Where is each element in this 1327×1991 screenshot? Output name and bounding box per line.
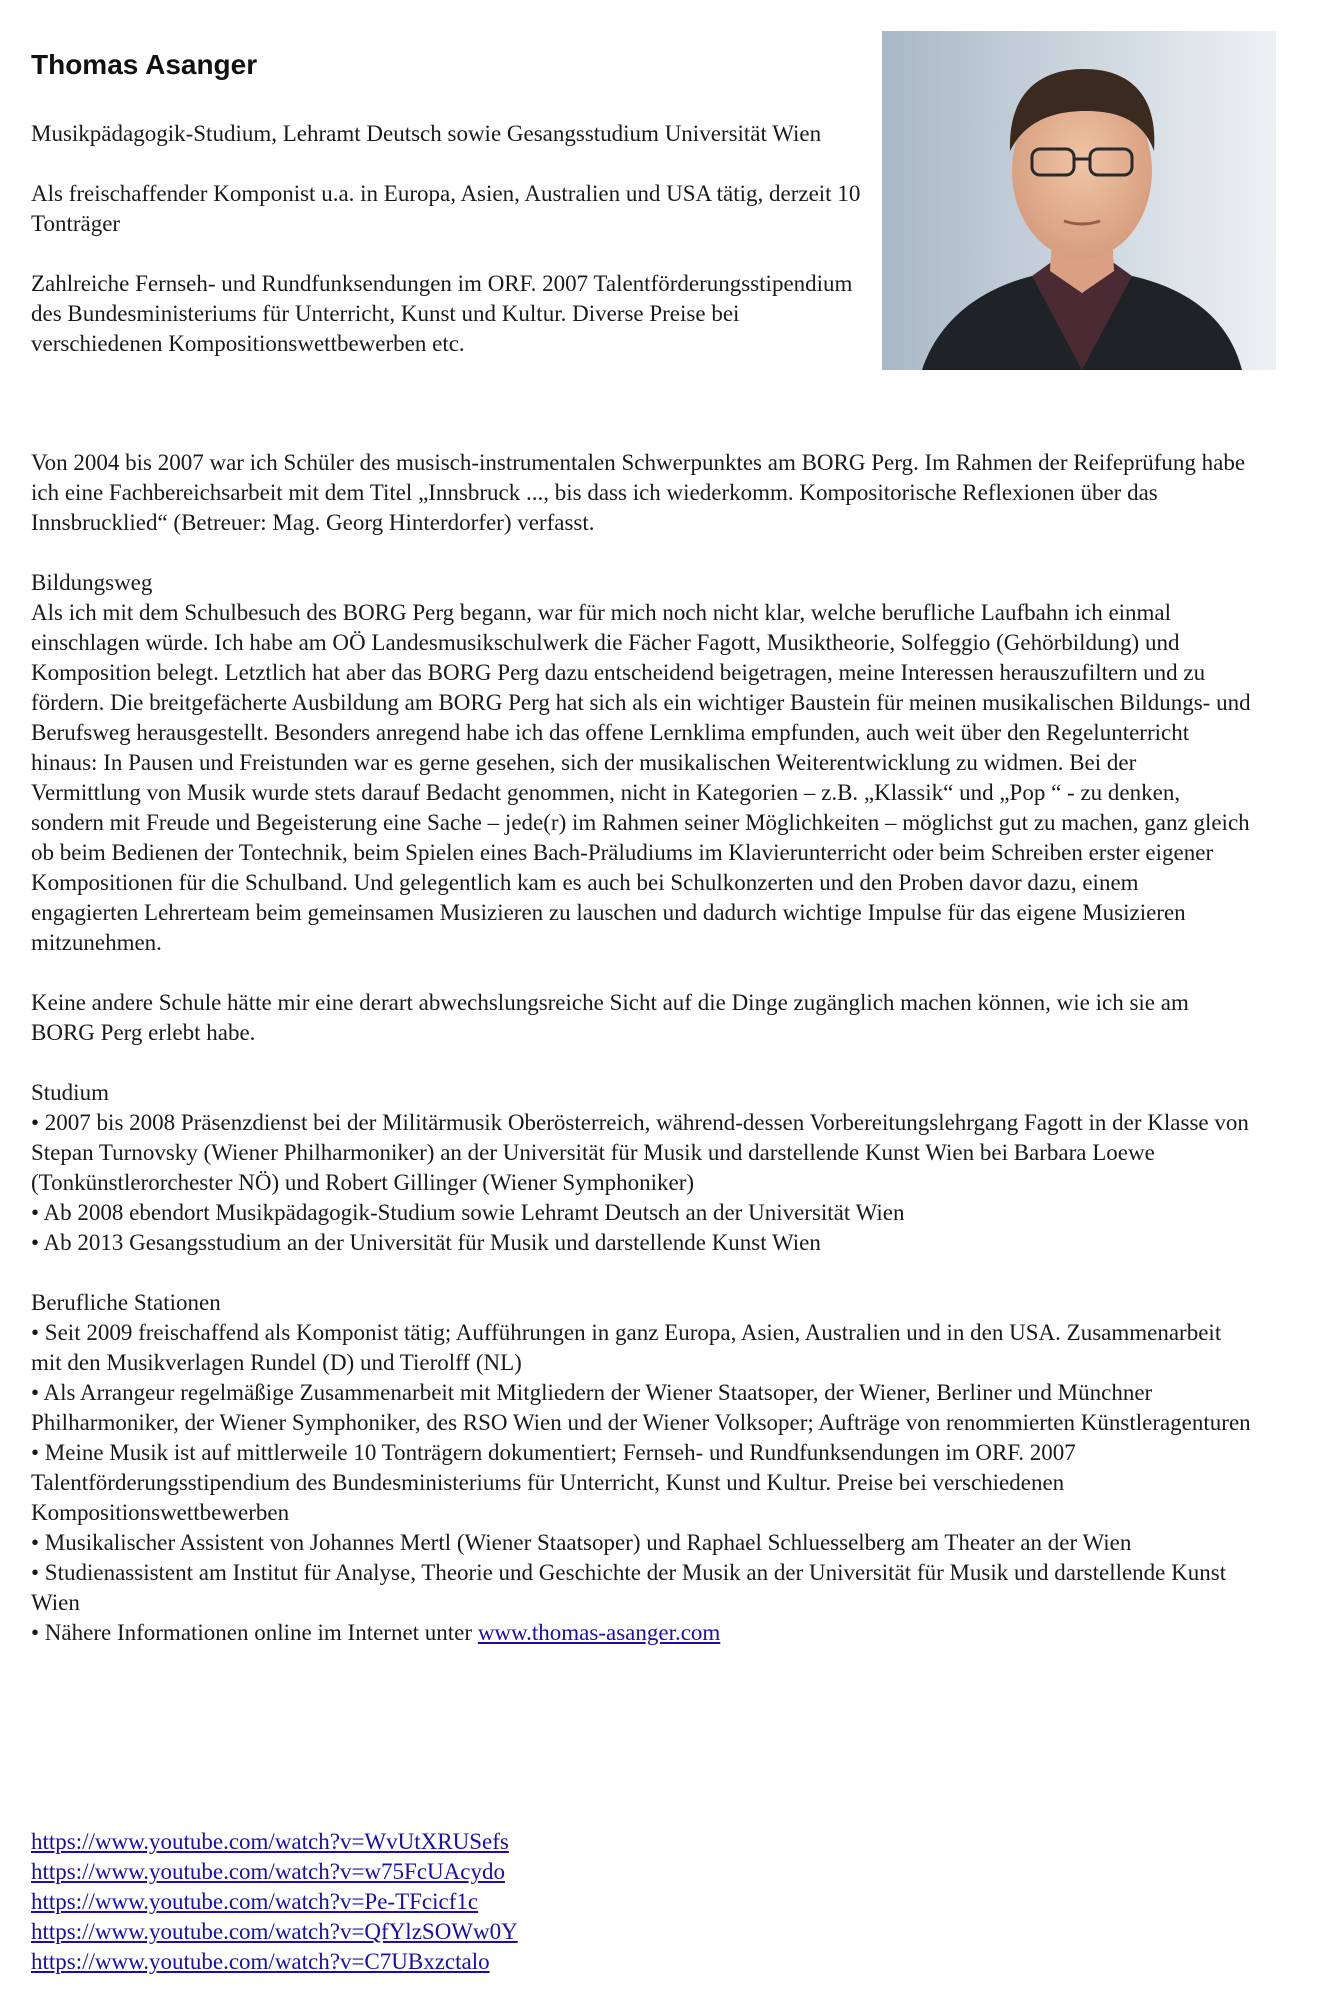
main-body xyxy=(31,448,1251,1678)
youtube-link[interactable]: https://www.youtube.com/watch?v=Pe-TFcicf1c xyxy=(31,1889,479,1914)
studium-section xyxy=(31,1078,1251,1258)
list-item: • Studienassistent am Institut für Analyse, Theorie und Geschichte der Musik an der Universität für Musik und darstellende Kunst Wien xyxy=(31,1560,1227,1615)
list-item: • Musikalischer Assistent von Johannes Mertl (Wiener Staatsoper) und Raphael Schluesselberg am Theater an der Wien xyxy=(31,1530,1132,1555)
youtube-link[interactable]: https://www.youtube.com/watch?v=QfYlzSOWw0Y xyxy=(31,1919,518,1944)
portrait-illustration xyxy=(882,31,1276,370)
closing-paragraph: Keine andere Schule hätte mir eine derart abwechslungsreiche Sicht auf die Dinge zugänglich machen können, wie ich sie am BORG Perg erlebt habe. xyxy=(31,990,1189,1045)
list-item: • Seit 2009 freischaffend als Komponist tätig; Aufführungen in ganz Europa, Asien, Australien und in den USA. Zusammenarbeit mit den Musikverlagen Rundel (D) und Tierolff (NL) xyxy=(31,1320,1222,1375)
list-item: • 2007 bis 2008 Präsenzdienst bei der Militärmusik Oberösterreich, während-dessen Vorbereitungslehrgang Fagott in der Klasse von Stepan Turnovsky (Wiener Philharmoniker) an der Universität für Musik und darstellende Kunst Wien bei Barbara Loewe (Tonkünstlerorchester NÖ) und Robert Gillinger (Wiener Symphoniker) xyxy=(31,1110,1249,1195)
intro-block xyxy=(31,119,871,389)
more-info-text: • Nähere Informationen online im Internet unter xyxy=(31,1620,478,1645)
portrait-photo xyxy=(882,31,1276,370)
intro-paragraph: Als freischaffender Komponist u.a. in Europa, Asien, Australien und USA tätig, derzeit 10 Tonträger xyxy=(31,181,861,236)
youtube-link[interactable]: https://www.youtube.com/watch?v=WvUtXRUSefs xyxy=(31,1829,509,1854)
youtube-link[interactable]: https://www.youtube.com/watch?v=w75FcUAcydo xyxy=(31,1859,505,1884)
list-item xyxy=(31,1618,1251,1648)
list-item: • Als Arrangeur regelmäßige Zusammenarbeit mit Mitgliedern der Wiener Staatsoper, der Wiener, Berliner und Münchner Philharmoniker, der Wiener Symphoniker, des RSO Wien und der Wiener Volksoper; Aufträge von renommierten Künstleragenturen xyxy=(31,1380,1251,1435)
bildungsweg-section xyxy=(31,568,1251,958)
stationen-section xyxy=(31,1288,1251,1648)
person-name: Thomas Asanger xyxy=(31,49,258,80)
youtube-link[interactable]: https://www.youtube.com/watch?v=C7UBxzctalo xyxy=(31,1949,490,1974)
stationen-heading: Berufliche Stationen xyxy=(31,1290,221,1315)
bildungsweg-text: Als ich mit dem Schulbesuch des BORG Perg begann, war für mich noch nicht klar, welche berufliche Laufbahn ich einmal einschlagen würde. Ich habe am OÖ Landesmusikschulwerk die Fächer Fagott, Musiktheorie, Solfeggio (Gehörbildung) und Komposition belegt. Letztlich hat aber das BORG Perg dazu entscheidend beigetragen, meine Interessen herauszufiltern und zu fördern. Die breitgefächerte Ausbildung am BORG Perg hat sich als ein wichtiger Baustein für meinen musikalischen Bildungs- und Berufsweg herausgestellt. Besonders anregend habe ich das offene Lernklima empfunden, auch weit über den Regelunterricht hinaus: In Pausen und Freistunden war es gerne gesehen, sich der musikalischen Weiterentwicklung zu widmen. Bei der Vermittlung von Musik wurde stets darauf Bedacht genommen, nicht in Kategorien – z.B. „Klassik“ und „Pop “ - zu denken, sondern mit Freude und Begeisterung eine Sache – jede(r) im Rahmen seiner Möglichkeiten – möglichst gut zu machen, ganz gleich ob beim Bedienen der Tontechnik, beim Spielen eines Bach-Präludiums im Klavierunterricht oder beim Schreiben erster eigener Kompositionen für die Schulband. Und gelegentlich kam es auch bei Schulkonzerten und den Proben davor dazu, einem engagierten Lehrerteam beim gemeinsamen Musizieren zu lauschen und dadurch wichtige Impulse für das eigene Musizieren mitzunehmen. xyxy=(31,600,1251,955)
video-links xyxy=(31,1827,518,1977)
intro-paragraph: Zahlreiche Fernseh- und Rundfunksendungen im ORF. 2007 Talentförderungsstipendium des Bundesministeriums für Unterricht, Kunst und Kultur. Diverse Preise bei verschiedenen Kompositionswettbewerben etc. xyxy=(31,271,853,356)
list-item: • Meine Musik ist auf mittlerweile 10 Tonträgern dokumentiert; Fernseh- und Rundfunksendungen im ORF. 2007 Talentförderungsstipendium des Bundesministeriums für Unterricht, Kunst und Kultur. Preise bei verschiedenen Kompositionswettbewerben xyxy=(31,1440,1076,1525)
intro-paragraph: Musikpädagogik-Studium, Lehramt Deutsch sowie Gesangsstudium Universität Wien xyxy=(31,121,822,146)
schooltime-paragraph: Von 2004 bis 2007 war ich Schüler des musisch-instrumentalen Schwerpunktes am BORG Perg. Im Rahmen der Reifeprüfung habe ich eine Fachbereichsarbeit mit dem Titel „Innsbruck ..., bis dass ich wiederkomm. Kompositorische Reflexionen über das Innsbrucklied“ (Betreuer: Mag. Georg Hinterdorfer) verfasst. xyxy=(31,450,1246,535)
website-link[interactable]: www.thomas-asanger.com xyxy=(477,1620,721,1645)
list-item: • Ab 2008 ebendort Musikpädagogik-Studium sowie Lehramt Deutsch an der Universität Wien xyxy=(31,1200,905,1225)
bildungsweg-heading: Bildungsweg xyxy=(31,570,153,595)
studium-heading: Studium xyxy=(31,1080,109,1105)
list-item: • Ab 2013 Gesangsstudium an der Universität für Musik und darstellende Kunst Wien xyxy=(31,1230,821,1255)
